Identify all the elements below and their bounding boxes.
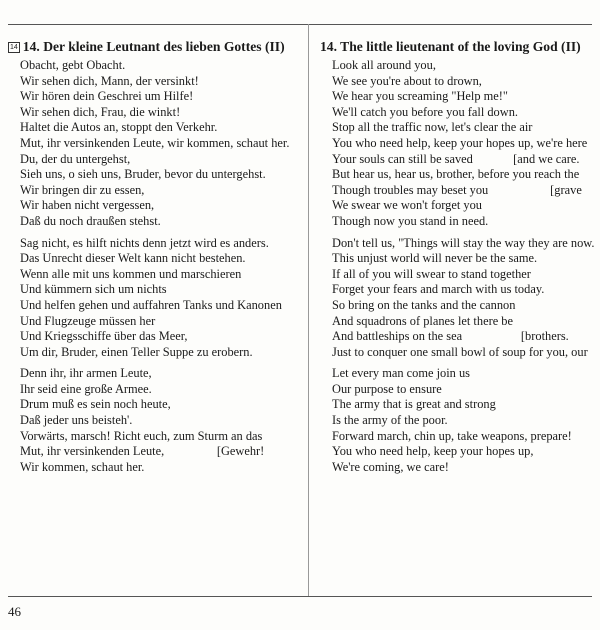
lyric-line: Denn ihr, ihr armen Leute, xyxy=(20,366,152,381)
lyric-line: We'll catch you before you fall down. xyxy=(332,104,518,119)
lyric-line: Wir hören dein Geschrei um Hilfe! xyxy=(20,89,194,104)
lyric-line: Haltet die Autos an, stoppt den Verkehr. xyxy=(20,120,218,135)
lyric-line: We see you're about to drown, xyxy=(332,73,482,88)
lyric-line: Though now you stand in need. xyxy=(332,213,489,228)
column-divider xyxy=(308,24,309,596)
bottom-rule xyxy=(8,596,592,597)
lyric-line: Obacht, gebt Obacht. xyxy=(20,58,126,72)
lyric-line: Wir sehen dich, Mann, der versinkt! xyxy=(20,73,199,88)
lyric-line: Forward march, chin up, take weapons, prepare! xyxy=(332,428,572,443)
lyric-line: Sieh uns, o sieh uns, Bruder, bevor du untergehst. xyxy=(20,167,266,182)
german-stanzas xyxy=(8,58,304,475)
lyric-line: Daß jeder uns beisteh'. xyxy=(20,413,133,428)
lyric-line: Though troubles may beset you [grave xyxy=(332,182,582,197)
lyric-line: Wir sehen dich, Frau, die winkt! xyxy=(20,104,181,119)
lyric-line: Mut, ihr versinkenden Leute, [Gewehr! xyxy=(20,444,265,459)
english-lyrics-column xyxy=(320,38,598,481)
lyric-line: Wenn alle mit uns kommen und marschieren xyxy=(20,266,242,281)
lyric-line: Wir kommen, schaut her. xyxy=(20,459,145,474)
english-title: 14. The little lieutenant of the loving God (II) xyxy=(320,39,581,54)
lyric-line: Drum muß es sein noch heute, xyxy=(20,397,171,412)
top-rule xyxy=(8,24,592,25)
lyric-line: Don't tell us, "Things will stay the way they are now. xyxy=(332,235,595,250)
lyric-line: Let every man come join us xyxy=(332,366,470,381)
lyric-line: Ihr seid eine große Armee. xyxy=(20,381,152,396)
stanza xyxy=(332,58,598,230)
lyric-line: Um dir, Bruder, einen Teller Suppe zu erobern. xyxy=(20,344,253,359)
lyric-line: The army that is great and strong xyxy=(332,397,496,412)
stanza xyxy=(20,58,304,230)
stanza xyxy=(332,366,598,475)
lyric-line: Und Kriegsschiffe über das Meer, xyxy=(20,329,188,344)
lyric-line: We swear we won't forget you xyxy=(332,198,482,213)
lyric-line: We hear you screaming "Help me!" xyxy=(332,89,508,104)
lyric-line: Und Flugzeuge müssen her xyxy=(20,313,156,328)
lyric-line: Your souls can still be saved [and we care. xyxy=(332,151,580,166)
stanza xyxy=(20,366,304,475)
lyric-line: But hear us, hear us, brother, before you reach the xyxy=(332,167,580,182)
german-title-text: 14. Der kleine Leutnant des lieben Gottes (II) xyxy=(22,39,285,54)
german-lyrics-column xyxy=(8,38,304,481)
english-stanzas xyxy=(320,58,598,475)
lyric-line: Und helfen gehen und auffahren Tanks und Kanonen xyxy=(20,297,282,312)
lyric-line: You who need help, keep your hopes up, we're here xyxy=(332,135,588,150)
lyric-line: Vorwärts, marsch! Richt euch, zum Sturm an das xyxy=(20,428,263,443)
lyric-line: Mut, ihr versinkenden Leute, wir kommen, schaut her. xyxy=(20,135,290,150)
lyric-line: We're coming, we care! xyxy=(332,459,449,474)
lyric-line: Is the army of the poor. xyxy=(332,413,448,428)
lyric-line: And squadrons of planes let there be xyxy=(332,313,513,328)
track-number-badge: 14 xyxy=(10,44,18,51)
lyric-line: Wir haben nicht vergessen, xyxy=(20,198,155,213)
lyric-line: Stop all the traffic now, let's clear the air xyxy=(332,120,533,135)
german-title xyxy=(8,38,304,56)
lyric-line: Sag nicht, es hilft nichts denn jetzt wird es anders. xyxy=(20,235,269,250)
lyric-line: And battleships on the sea [brothers. xyxy=(332,329,569,344)
lyric-line: So bring on the tanks and the cannon xyxy=(332,297,516,312)
lyric-line: Das Unrecht dieser Welt kann nicht bestehen. xyxy=(20,251,246,266)
stanza xyxy=(20,236,304,361)
lyric-line: Just to conquer one small bowl of soup for you, our xyxy=(332,344,588,359)
lyric-line: Und kümmern sich um nichts xyxy=(20,282,167,297)
lyric-line: This unjust world will never be the same. xyxy=(332,251,538,266)
lyric-line: Look all around you, xyxy=(332,58,436,72)
lyric-line: Du, der du untergehst, xyxy=(20,151,131,166)
stanza xyxy=(332,236,598,361)
lyric-line: Forget your fears and march with us today. xyxy=(332,282,545,297)
lyric-line: Daß du noch draußen stehst. xyxy=(20,213,161,228)
lyric-line: Our purpose to ensure xyxy=(332,381,442,396)
lyric-line: If all of you will swear to stand together xyxy=(332,266,531,281)
lyric-line: You who need help, keep your hopes up, xyxy=(332,444,534,459)
page-number: 46 xyxy=(8,604,21,619)
lyric-line: Wir bringen dir zu essen, xyxy=(20,182,145,197)
